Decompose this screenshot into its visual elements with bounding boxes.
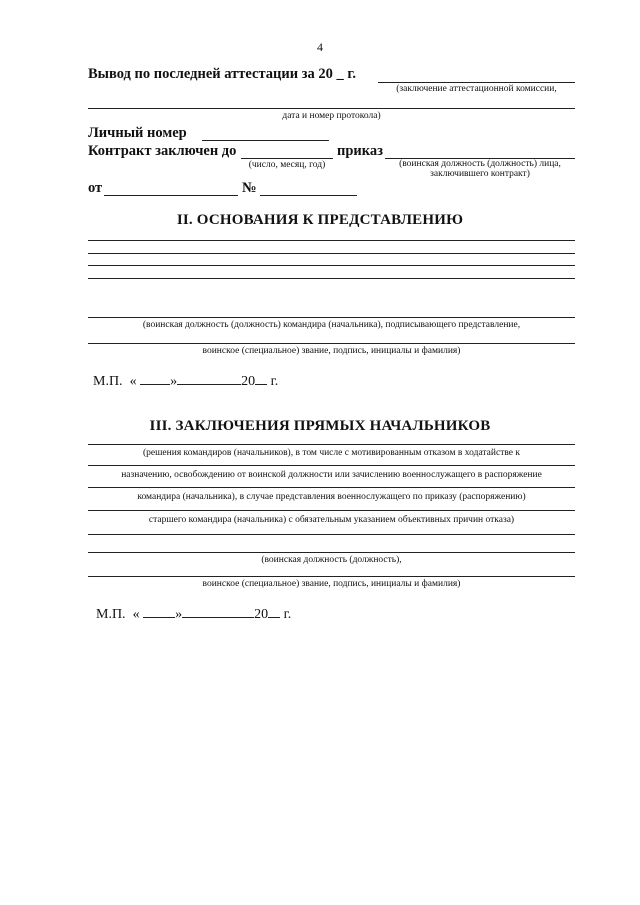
order-number-field[interactable] bbox=[260, 195, 357, 196]
stamp-label: М.П. bbox=[96, 607, 126, 622]
section2-line-4[interactable] bbox=[88, 278, 575, 279]
section3-caption-4: старшего командира (начальника) с обязательным указанием объективных причин отказа) bbox=[148, 515, 515, 525]
year-suffix: г. bbox=[283, 607, 292, 622]
year-field[interactable] bbox=[255, 370, 267, 385]
personal-number-field[interactable] bbox=[202, 140, 329, 141]
stamp-label: М.П. bbox=[93, 374, 123, 389]
year-prefix: 20 bbox=[254, 607, 269, 622]
order-caption-1: (воинская должность (должность) лица, bbox=[399, 159, 561, 169]
section3-position-line[interactable] bbox=[88, 552, 575, 553]
quote-close: » bbox=[170, 374, 178, 389]
day-field[interactable] bbox=[143, 603, 175, 618]
contract-label: Контракт заключен до bbox=[88, 143, 237, 159]
section3-position-caption: (воинская должность (должность), bbox=[261, 555, 402, 565]
number-sign-label: № bbox=[242, 180, 257, 196]
section3-stamp-date bbox=[96, 603, 291, 623]
section3-line-5[interactable] bbox=[88, 534, 575, 535]
attestation-caption-2: дата и номер протокола) bbox=[282, 111, 381, 121]
attestation-label: Вывод по последней аттестации за 20 _ г. bbox=[88, 66, 356, 82]
from-date-field[interactable] bbox=[104, 195, 238, 196]
attestation-field-line-2[interactable] bbox=[88, 108, 575, 109]
contract-date-field[interactable] bbox=[241, 158, 333, 159]
section3-line-3[interactable] bbox=[88, 487, 575, 488]
section2-rank-caption: воинское (специальное) звание, подпись, инициалы и фамилия) bbox=[202, 346, 461, 356]
order-label: приказ bbox=[337, 143, 383, 159]
section3-rank-caption: воинское (специальное) звание, подпись, инициалы и фамилия) bbox=[202, 579, 461, 589]
year-field[interactable] bbox=[268, 603, 280, 618]
quote-open: « bbox=[132, 607, 140, 622]
contract-date-caption: (число, месяц, год) bbox=[248, 160, 326, 170]
personal-number-label: Личный номер bbox=[88, 125, 187, 141]
section2-position-caption: (воинская должность (должность) командира (начальника), подписывающего представление, bbox=[142, 320, 521, 330]
section3-caption-3: командира (начальника), в случае представления военнослужащего по приказу (распоряжению) bbox=[137, 492, 526, 502]
section2-position-line[interactable] bbox=[88, 317, 575, 318]
section3-title: III. ЗАКЛЮЧЕНИЯ ПРЯМЫХ НАЧАЛЬНИКОВ bbox=[149, 418, 491, 434]
year-prefix: 20 bbox=[241, 374, 256, 389]
quote-open: « bbox=[129, 374, 137, 389]
section2-stamp-date bbox=[93, 370, 278, 390]
section2-line-1[interactable] bbox=[88, 240, 575, 241]
section2-title: II. ОСНОВАНИЯ К ПРЕДСТАВЛЕНИЮ bbox=[176, 212, 464, 228]
month-field[interactable] bbox=[177, 370, 241, 385]
quote-close: » bbox=[175, 607, 183, 622]
section2-line-3[interactable] bbox=[88, 265, 575, 266]
section3-caption-1: (решения командиров (начальников), в том числе с мотивированным отказом в ходатайстве к bbox=[142, 448, 520, 458]
section3-line-4[interactable] bbox=[88, 510, 575, 511]
attestation-caption-1: (заключение аттестационной комиссии, bbox=[396, 84, 557, 94]
day-field[interactable] bbox=[140, 370, 170, 385]
section2-line-2[interactable] bbox=[88, 253, 575, 254]
section3-rank-line[interactable] bbox=[88, 576, 575, 577]
section3-caption-2: назначению, освобождению от воинской должности или зачислению военнослужащего в распоряжение bbox=[121, 470, 542, 480]
year-suffix: г. bbox=[270, 374, 279, 389]
section3-line-1[interactable] bbox=[88, 444, 575, 445]
attestation-field-line-1[interactable] bbox=[378, 82, 575, 83]
section3-line-2[interactable] bbox=[88, 465, 575, 466]
order-caption-2: заключившего контракт) bbox=[430, 169, 530, 179]
month-field[interactable] bbox=[182, 603, 254, 618]
page-number: 4 bbox=[317, 40, 323, 54]
section2-rank-line[interactable] bbox=[88, 343, 575, 344]
from-label: от bbox=[88, 180, 103, 196]
